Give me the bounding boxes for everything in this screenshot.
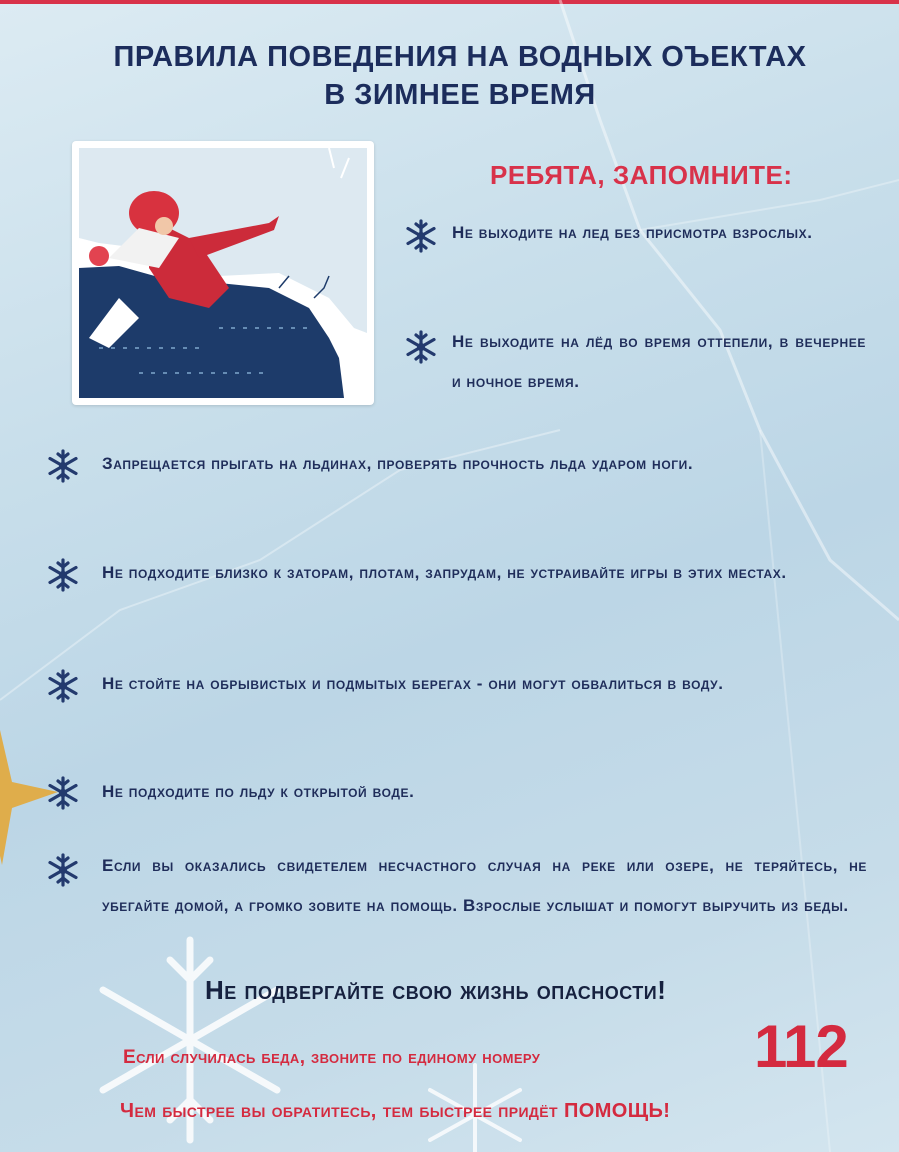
emergency-number: 112 — [754, 1013, 848, 1080]
rule-6: Не подходите по льду к открытой воде. — [102, 782, 415, 801]
illustration-frame — [72, 141, 374, 405]
title-line-1: ПРАВИЛА ПОВЕДЕНИЯ НА ВОДНЫХ ОЪЕКТАХ — [113, 41, 807, 73]
subheading: РЕБЯТА, ЗАПОМНИТЕ: — [490, 160, 793, 190]
rule-3: Запрещается прыгать на льдинах, проверять прочность льда ударом ноги. — [102, 454, 694, 473]
gold-star-decoration — [0, 730, 60, 870]
rule-5: Не стойте на обрывистых и подмытых берегах - они могут обвалиться в воду. — [102, 674, 724, 693]
snowflake-icon — [46, 449, 80, 483]
closing-text: Чем быстрее вы обратитесь, тем быстрее придёт ПОМОЩЬ! — [120, 1100, 671, 1122]
page-title — [20, 38, 899, 114]
child-on-ice-illustration — [79, 148, 367, 398]
warning-text: Не подвергайте свою жизнь опасности! — [205, 975, 667, 1005]
rule-1: Не выходите на лед без присмотра взрослых. — [452, 223, 813, 242]
snowflake-icon — [404, 219, 438, 253]
snowflake-icon — [404, 330, 438, 364]
title-line-2: В ЗИМНЕЕ ВРЕМЯ — [324, 79, 596, 111]
rule-2: Не выходите на лёд во время оттепели, в вечернее и ночное время. — [452, 332, 866, 391]
rule-4: Не подходите близко к заторам, плотам, запрудам, не устраивайте игры в этих местах. — [102, 563, 787, 582]
snowflake-icon — [46, 669, 80, 703]
emergency-call-text: Если случилась беда, звоните по единому номеру — [123, 1047, 541, 1068]
snowflake-icon — [46, 558, 80, 592]
rule-7: Если вы оказались свидетелем несчастного случая на реке или озере, не теряйтесь, не убегайте домой, а громко зовите на помощь. Взрослые услышат и помогут выручить из беды. — [102, 856, 867, 915]
